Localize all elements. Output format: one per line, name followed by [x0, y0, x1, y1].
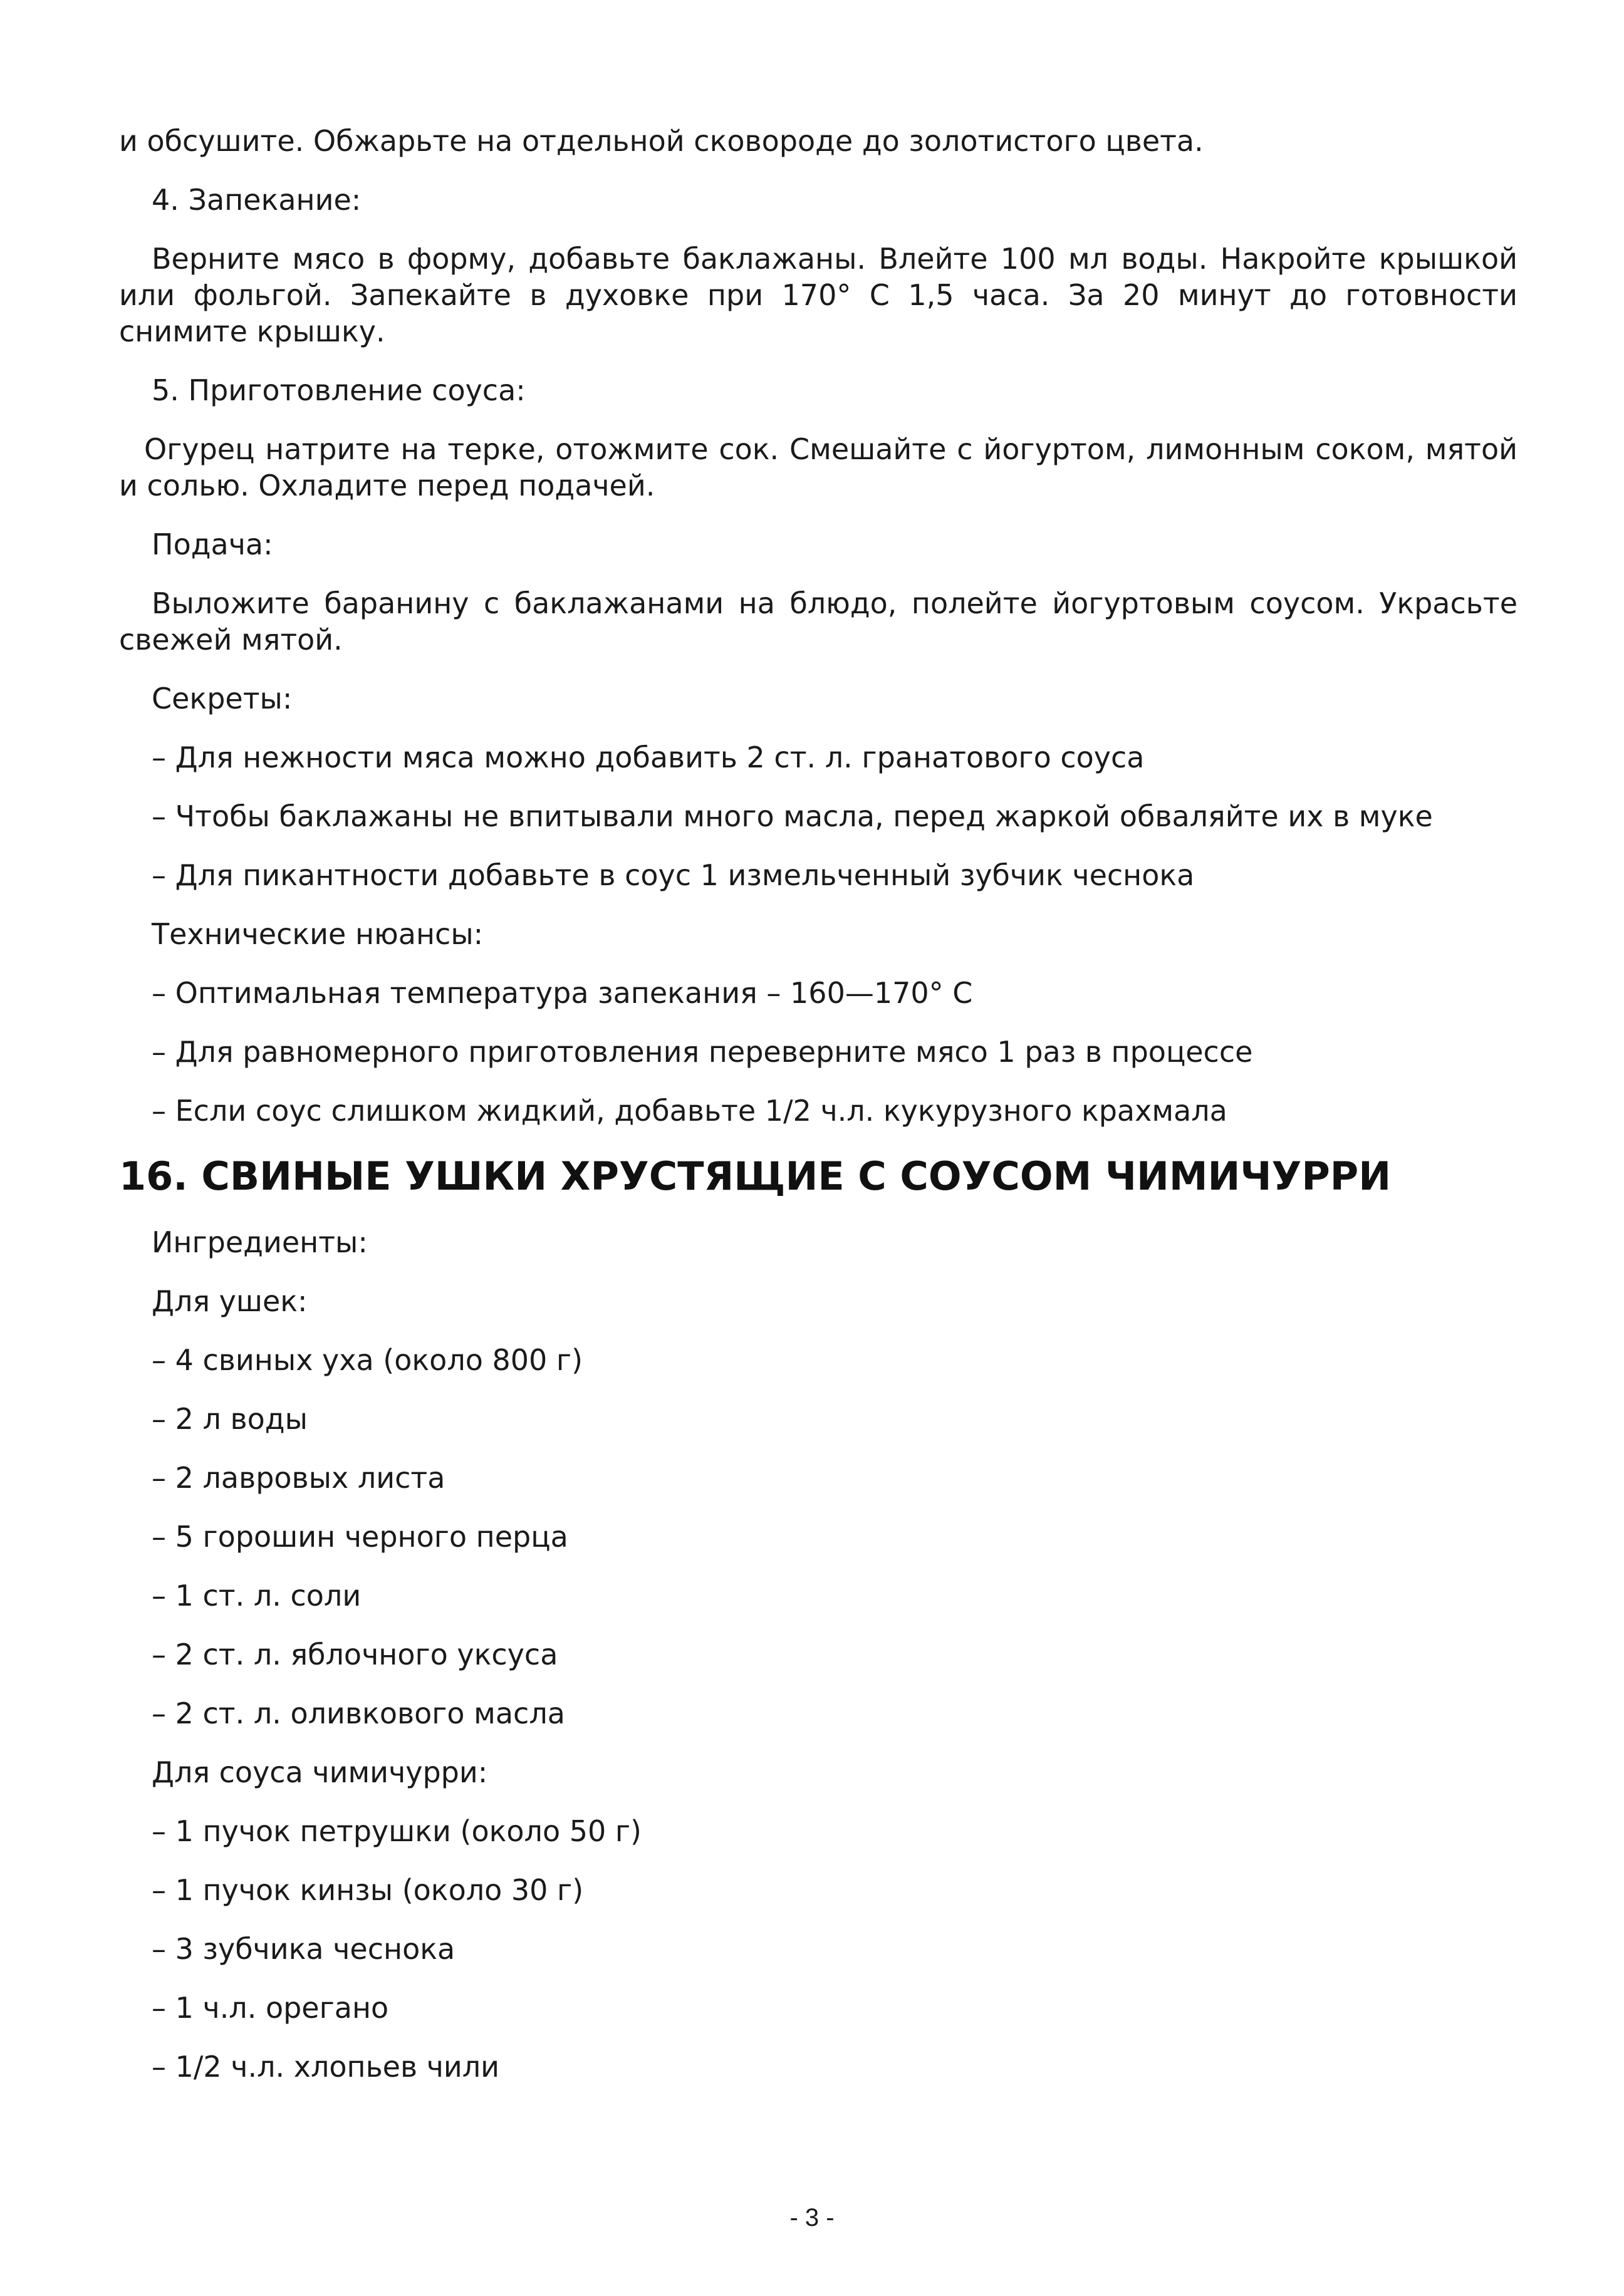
secrets-title: Секреты: — [152, 682, 293, 715]
step-4-title: 4. Запекание: — [152, 183, 362, 217]
list-item: – 5 горошин черного перца — [152, 1520, 568, 1554]
tech-notes-title: Технические нюансы: — [152, 917, 484, 951]
list-item: – 2 ст. л. оливкового масла — [152, 1696, 565, 1730]
list-item: – 1 пучок кинзы (около 30 г) — [152, 1873, 584, 1907]
serving-text: Выложите баранину с баклажанами на блюдо, полейте йогуртовым соусом. Украсьте свежей мятой. — [119, 586, 1517, 657]
ingredients-title: Ингредиенты: — [152, 1225, 368, 1259]
list-item: – 3 зубчика чеснока — [152, 1932, 455, 1966]
list-item: – Оптимальная температура запекания – 160—170° С — [152, 976, 973, 1010]
step-5-text: Огурец натрите на терке, отожмите сок. Смешайте с йогуртом, лимонным соком, мятой и солью. Охладите перед подачей. — [119, 432, 1517, 502]
recipe-heading: 16. СВИНЫЕ УШКИ ХРУСТЯЩИЕ С СОУСОМ ЧИМИЧУРРИ — [119, 1153, 1392, 1199]
paragraph-continuation: и обсушите. Обжарьте на отдельной сковороде до золотистого цвета. — [119, 124, 1204, 158]
list-item: – Для пикантности добавьте в соус 1 измельченный зубчик чеснока — [152, 858, 1195, 892]
list-item: – Чтобы баклажаны не впитывали много масла, перед жаркой обваляйте их в муке — [152, 799, 1433, 833]
page-content — [119, 123, 1517, 2107]
ears-subtitle: Для ушек: — [152, 1284, 308, 1318]
list-item: – 1 ст. л. соли — [152, 1579, 362, 1613]
list-item: – 4 свиных уха (около 800 г) — [152, 1343, 583, 1377]
step-4-text: Верните мясо в форму, добавьте баклажаны. Влейте 100 мл воды. Накройте крышкой или фольгой. Запекайте в духовке при 170° С 1,5 часа. За 20 минут до готовности снимите крышку. — [119, 242, 1517, 348]
page-number: - 3 - — [789, 2204, 835, 2231]
list-item: – 2 ст. л. яблочного уксуса — [152, 1638, 558, 1671]
step-5-title: 5. Приготовление соуса: — [152, 373, 526, 407]
list-item: – 2 л воды — [152, 1402, 308, 1436]
list-item: – 1 пучок петрушки (около 50 г) — [152, 1814, 642, 1848]
list-item: – 1 ч.л. орегано — [152, 1991, 389, 2025]
list-item: – 2 лавровых листа — [152, 1461, 445, 1495]
sauce-subtitle: Для соуса чимичурри: — [152, 1755, 488, 1789]
list-item: – Для нежности мяса можно добавить 2 ст. л. гранатового соуса — [152, 740, 1145, 774]
list-item: – Если соус слишком жидкий, добавьте 1/2 ч.л. кукурузного крахмала — [152, 1094, 1227, 1128]
serving-title: Подача: — [152, 527, 273, 561]
list-item: – Для равномерного приготовления переверните мясо 1 раз в процессе — [152, 1035, 1253, 1069]
list-item: – 1/2 ч.л. хлопьев чили — [152, 2050, 500, 2084]
